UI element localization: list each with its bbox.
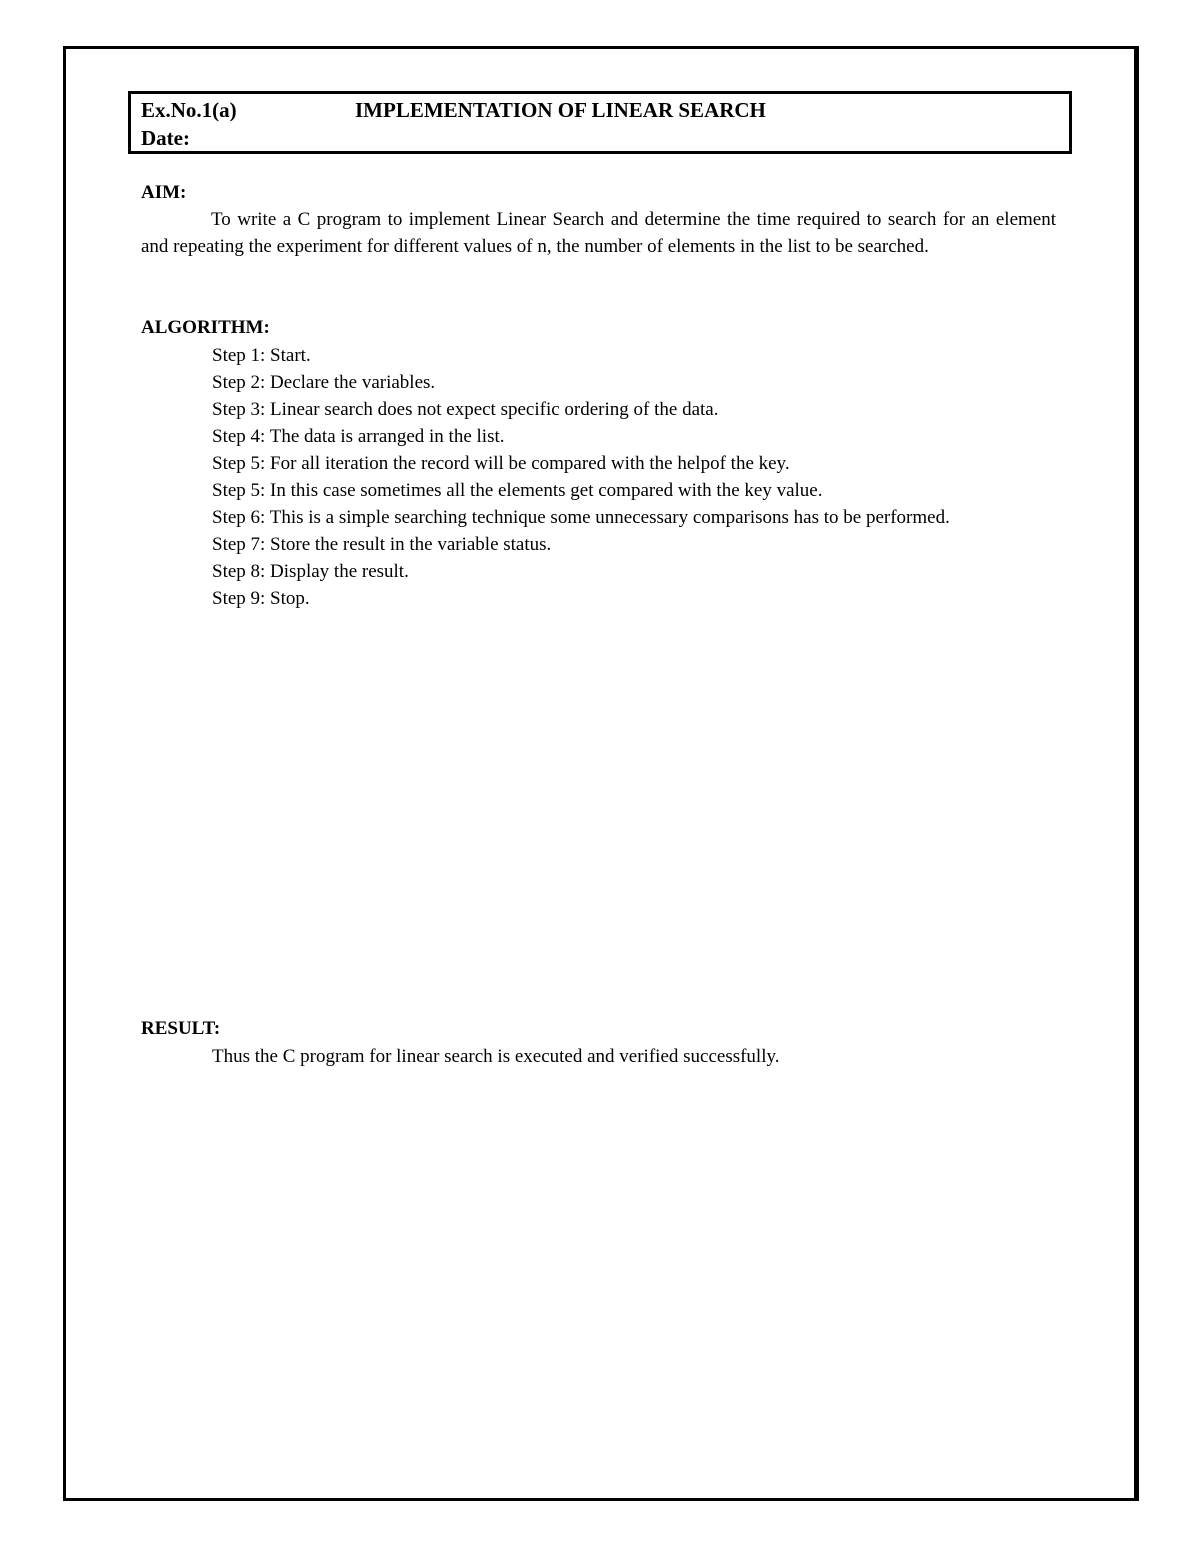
algorithm-heading: ALGORITHM:	[141, 317, 270, 338]
algorithm-step: Step 2: Declare the variables.	[212, 372, 436, 393]
algorithm-step: Step 8: Display the result.	[212, 561, 409, 582]
exercise-number: Ex.No.1(a)	[141, 98, 237, 122]
algorithm-steps	[212, 342, 1012, 612]
algorithm-step: Step 9: Stop.	[212, 588, 310, 609]
result-text: Thus the C program for linear search is executed and verified successfully.	[212, 1046, 780, 1067]
aim-text: To write a C program to implement Linear Search and determine the time required to search for an element and repeating the experiment for different values of n, the number of elements in the list to be searched.	[141, 209, 1056, 257]
algorithm-step: Step 5: In this case sometimes all the elements get compared with the key value.	[212, 480, 823, 501]
algorithm-step: Step 1: Start.	[212, 345, 311, 366]
result-heading: RESULT:	[141, 1018, 221, 1039]
algorithm-step: Step 6: This is a simple searching technique some unnecessary comparisons has to be performed.	[212, 507, 950, 528]
algorithm-step: Step 7: Store the result in the variable status.	[212, 534, 552, 555]
algorithm-step: Step 3: Linear search does not expect specific ordering of the data.	[212, 399, 719, 420]
page-border	[63, 46, 1137, 1501]
algorithm-step: Step 4: The data is arranged in the list.	[212, 426, 505, 447]
algorithm-step: Step 5: For all iteration the record will be compared with the helpof the key.	[212, 453, 790, 474]
date-label: Date:	[141, 126, 190, 150]
aim-heading: AIM:	[141, 182, 187, 203]
page-title: IMPLEMENTATION OF LINEAR SEARCH	[355, 98, 766, 122]
